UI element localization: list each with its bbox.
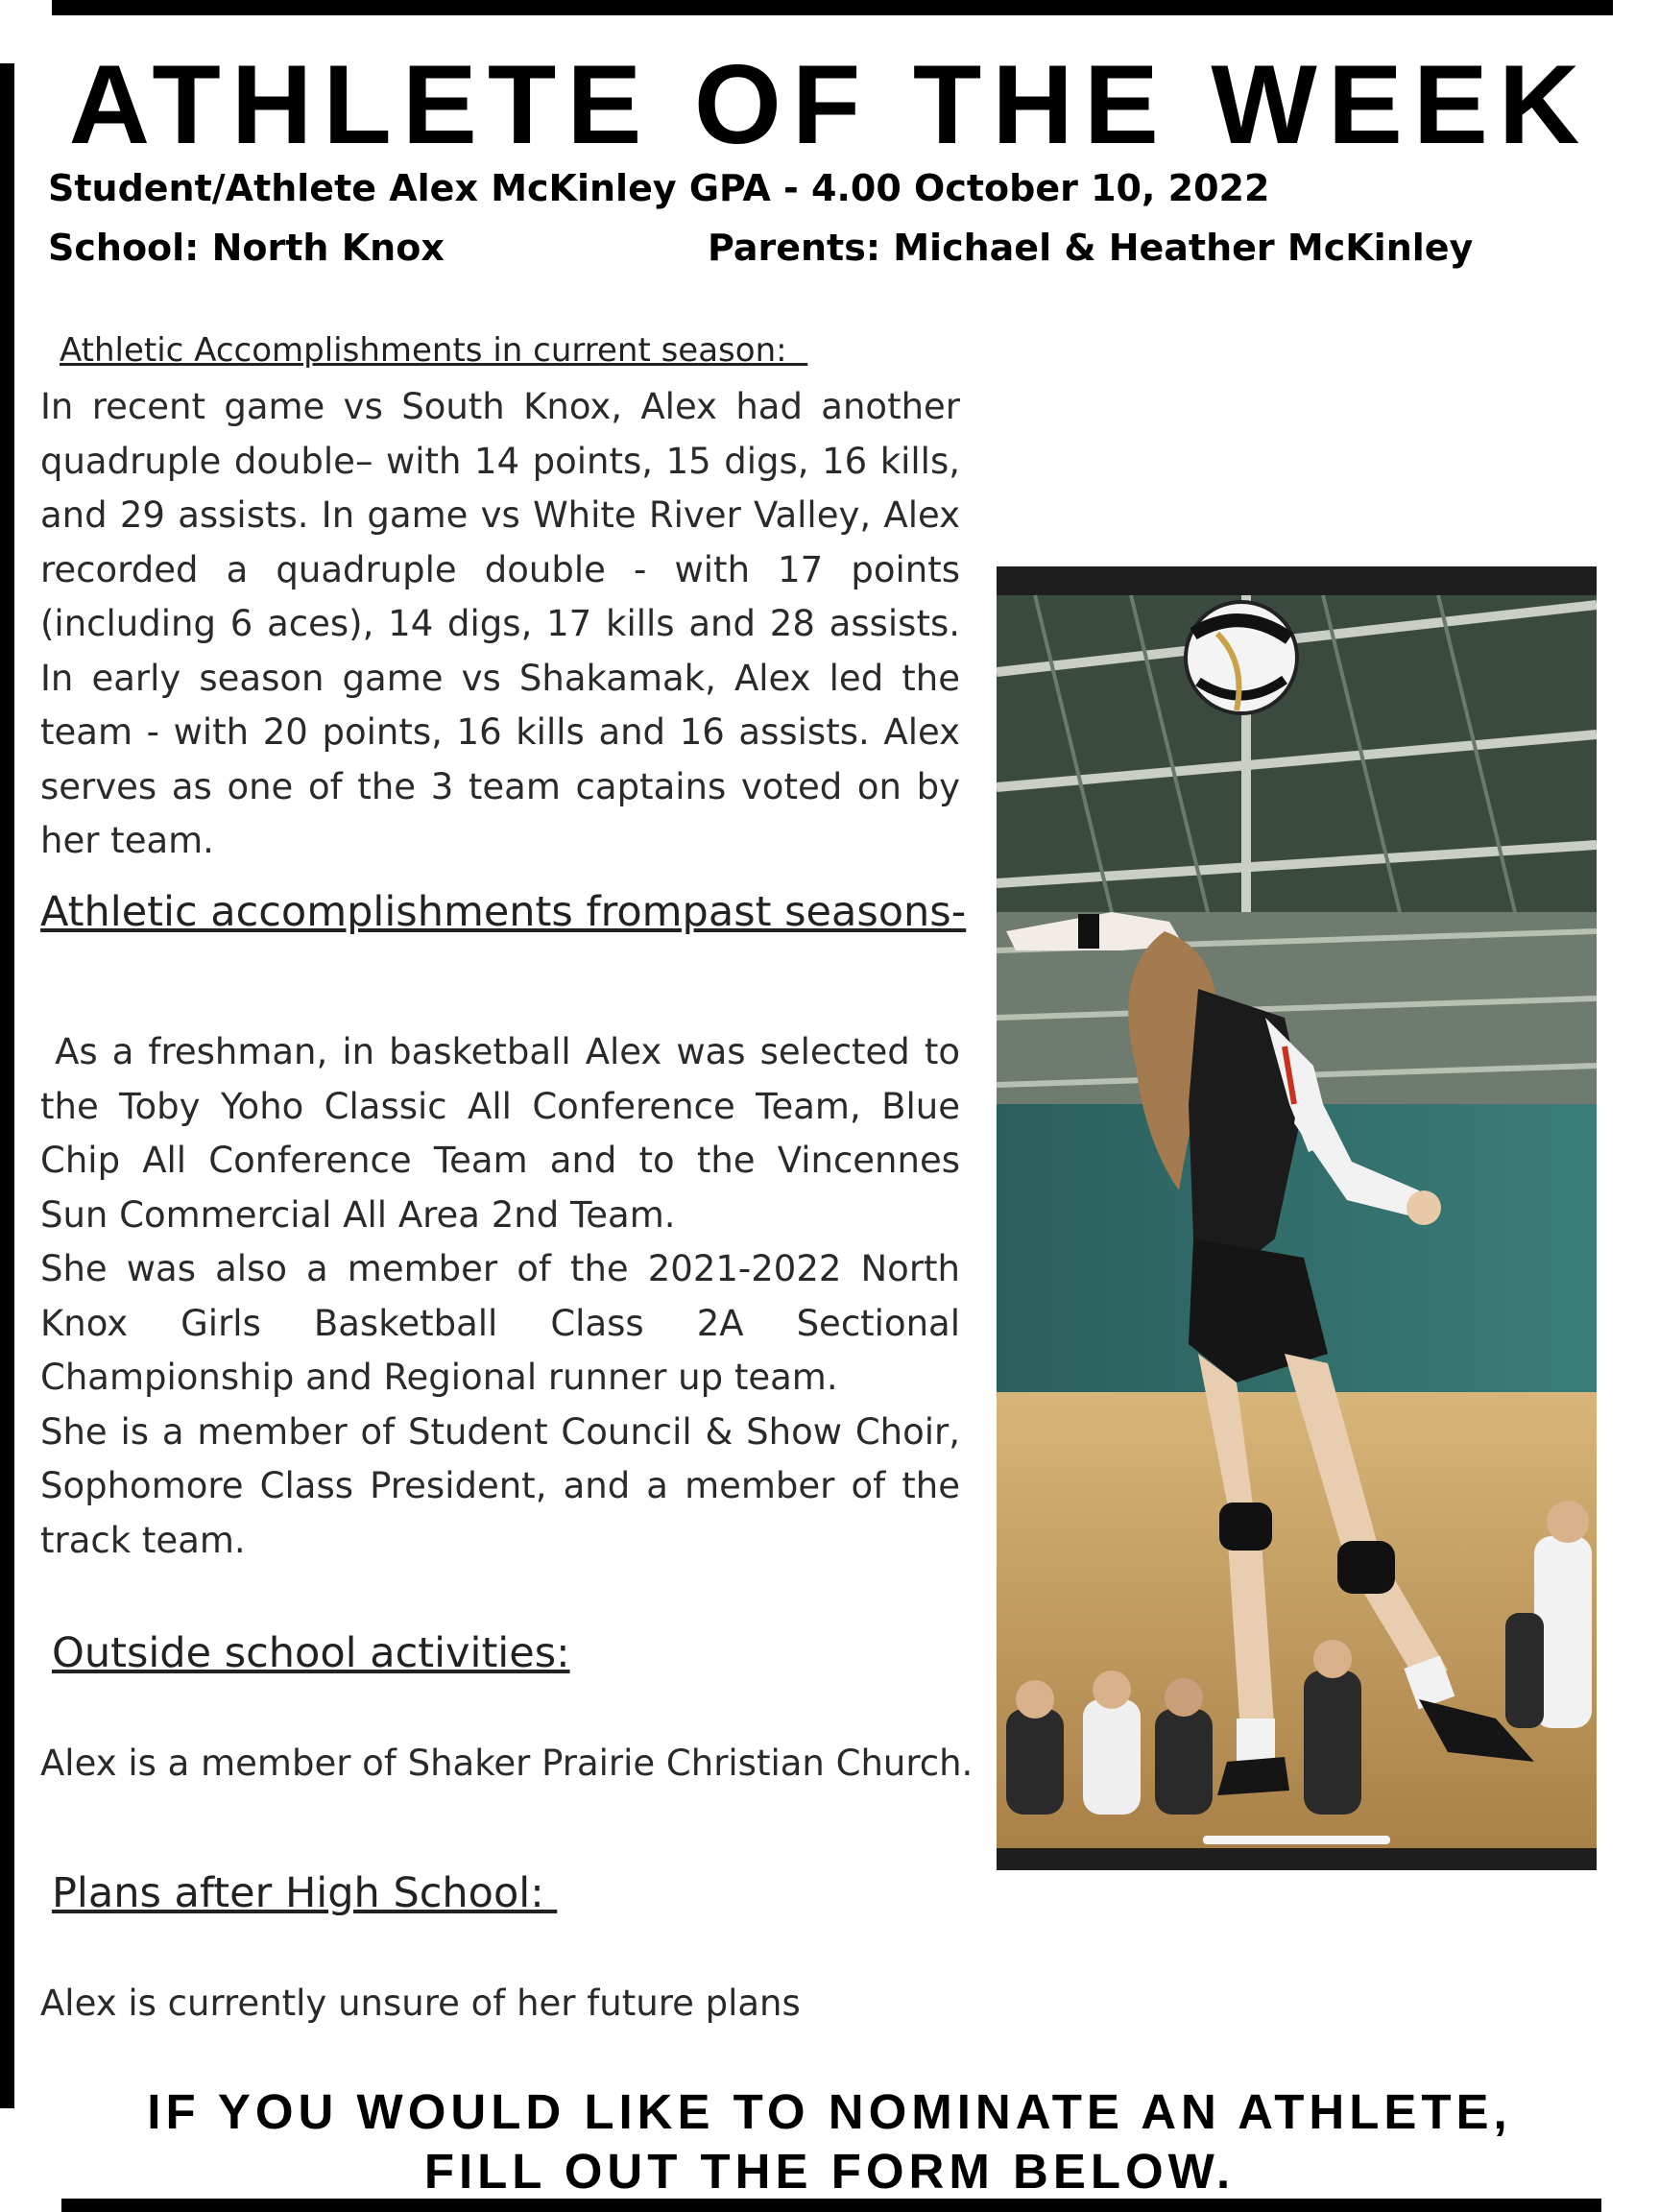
- school-info: School: North Knox: [48, 227, 445, 269]
- page-title: ATHLETE OF THE WEEK: [68, 41, 1591, 167]
- volleyball: [1186, 602, 1297, 713]
- parents-info: Parents: Michael & Heather McKinley: [708, 227, 1474, 269]
- outside-activities-text: Alex is a member of Shaker Prairie Christian Church.: [40, 1743, 974, 1784]
- left-border-bar: [0, 63, 14, 2108]
- top-border-bar: [52, 0, 1613, 15]
- current-season-text: In recent game vs South Knox, Alex had another quadruple double– with 14 points, 15 digs, 16 kills, and 29 assists. In game vs White River Valley, Alex recorded a quadruple double - with 17 points (including 6 aces), 14 digs, 17 kills and 28 assists. In early season game vs Shakamak, Alex led the team - with 20 points, 16 kills and 16 assists. Alex serves as one of the 3 team captains voted on by her team.: [40, 386, 960, 861]
- nominate-call-to-action-line2: FILL OUT THE FORM BELOW.: [423, 2144, 1236, 2199]
- plans-heading: Plans after High School:: [52, 1869, 558, 1917]
- outside-activities-heading: Outside school activities:: [52, 1629, 570, 1677]
- past-seasons-text: [40, 1025, 972, 1568]
- past-seasons-heading: Athletic accomplishments frompast seasons-: [40, 888, 967, 936]
- student-info-line: Student/Athlete Alex McKinley GPA - 4.00 October 10, 2022: [48, 167, 1270, 209]
- past-seasons-paragraph: As a freshman, in basketball Alex was selected to the Toby Yoho Classic All Conference Team, Blue Chip All Conference Team and to the Vincennes Sun Commercial All Area 2nd Team.: [40, 1031, 972, 1236]
- past-seasons-paragraph: She was also a member of the 2021-2022 North Knox Girls Basketball Class 2A Sectional Championship and Regional runner up team.: [40, 1248, 960, 1398]
- plans-text: Alex is currently unsure of her future plans: [40, 1983, 801, 2024]
- home-indicator: [1203, 1836, 1390, 1844]
- nominate-call-to-action: IF YOU WOULD LIKE TO NOMINATE AN ATHLETE,: [147, 2084, 1512, 2139]
- past-seasons-paragraph: She is a member of Student Council & Show Choir, Sophomore Class President, and a member of the track team.: [40, 1410, 960, 1561]
- volleyball-player-spiking-photo: [997, 566, 1597, 1870]
- current-season-heading: Athletic Accomplishments in current season:: [60, 331, 808, 370]
